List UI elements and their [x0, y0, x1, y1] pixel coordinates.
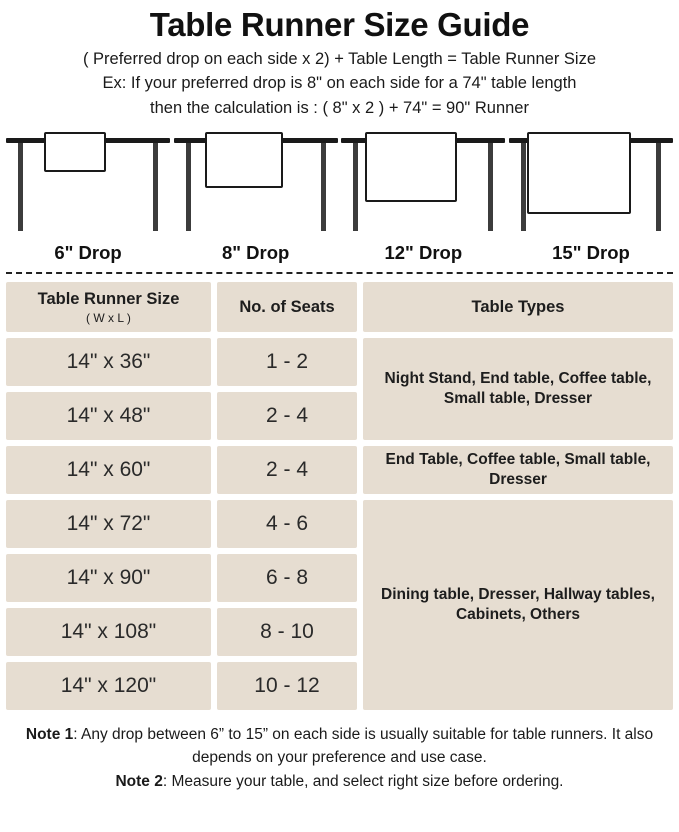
- note-2-label: Note 2: [115, 773, 163, 791]
- table-row: 2 - 4: [217, 446, 357, 494]
- note-1: [8, 724, 671, 769]
- note-1-text: : Any drop between 6” to 15” on each side is usually suitable for table runners. It also depends on your preference and use case.: [73, 726, 654, 766]
- column-header-size-label: Table Runner Size: [37, 289, 180, 308]
- table-figure-15in: [509, 130, 673, 240]
- table-row: Dining table, Dresser, Hallway tables, Cabinets, Others: [363, 500, 673, 710]
- table-leg-icon: [353, 143, 358, 231]
- column-header-seats: [217, 282, 357, 332]
- size-chart-table: [6, 282, 673, 716]
- table-row: 14" x 36": [6, 338, 211, 386]
- table-row: 14" x 90": [6, 554, 211, 602]
- page-title: Table Runner Size Guide: [149, 6, 530, 43]
- table-leg-icon: [321, 143, 326, 231]
- table-leg-icon: [153, 143, 158, 231]
- table-row: 1 - 2: [217, 338, 357, 386]
- runner-icon: [365, 132, 457, 202]
- table-leg-icon: [186, 143, 191, 231]
- table-row: End Table, Coffee table, Small table, Dresser: [363, 446, 673, 494]
- diagram-figures-row: [0, 130, 679, 240]
- drop-label-15in: 15" Drop: [552, 242, 630, 264]
- column-header-seats-label: No. of Seats: [239, 297, 335, 316]
- table-row: 10 - 12: [217, 662, 357, 710]
- notes-section: [8, 724, 671, 793]
- table-row: Night Stand, End table, Coffee table, Small table, Dresser: [363, 338, 673, 440]
- table-leg-icon: [656, 143, 661, 231]
- table-row: 14" x 72": [6, 500, 211, 548]
- formula-line: ( Preferred drop on each side x 2) + Table Length = Table Runner Size: [82, 50, 597, 68]
- column-header-types-label: Table Types: [471, 297, 565, 316]
- table-row: 14" x 108": [6, 608, 211, 656]
- column-header-types: [363, 282, 673, 332]
- note-2: [8, 771, 671, 793]
- table-figure-6in: [6, 130, 170, 240]
- formula-block: [0, 48, 679, 120]
- column-runner-size: [6, 282, 211, 716]
- table-row: 2 - 4: [217, 392, 357, 440]
- table-row: 14" x 120": [6, 662, 211, 710]
- note-1-label: Note 1: [25, 726, 74, 744]
- drop-label-12in: 12" Drop: [384, 242, 463, 264]
- table-row: 6 - 8: [217, 554, 357, 602]
- table-row: 4 - 6: [217, 500, 357, 548]
- dashed-divider: [6, 272, 673, 274]
- runner-icon: [44, 132, 106, 172]
- table-figure-8in: [174, 130, 338, 240]
- example-line-2: then the calculation is : ( 8" x 2 ) + 74" = 90" Runner: [150, 98, 529, 117]
- column-header-size-sub: ( W x L ): [86, 310, 131, 325]
- table-row: 14" x 48": [6, 392, 211, 440]
- table-leg-icon: [18, 143, 23, 231]
- table-figure-12in: [341, 130, 505, 240]
- infographic-page: [0, 6, 679, 832]
- column-table-types: [363, 282, 673, 716]
- example-line-1: Ex: If your preferred drop is 8" on each side for a 74" table length: [102, 74, 577, 93]
- column-header-size: [6, 282, 211, 332]
- drop-labels-row: [0, 242, 679, 264]
- table-row: 8 - 10: [217, 608, 357, 656]
- column-seats: [217, 282, 357, 716]
- runner-icon: [527, 132, 631, 214]
- drop-label-6in: 6" Drop: [54, 242, 122, 264]
- runner-icon: [205, 132, 283, 188]
- drop-diagrams: [0, 130, 679, 270]
- drop-label-8in: 8" Drop: [221, 242, 290, 264]
- table-row: 14" x 60": [6, 446, 211, 494]
- note-2-text: : Measure your table, and select right size before ordering.: [162, 773, 564, 791]
- table-leg-icon: [521, 143, 526, 231]
- table-leg-icon: [488, 143, 493, 231]
